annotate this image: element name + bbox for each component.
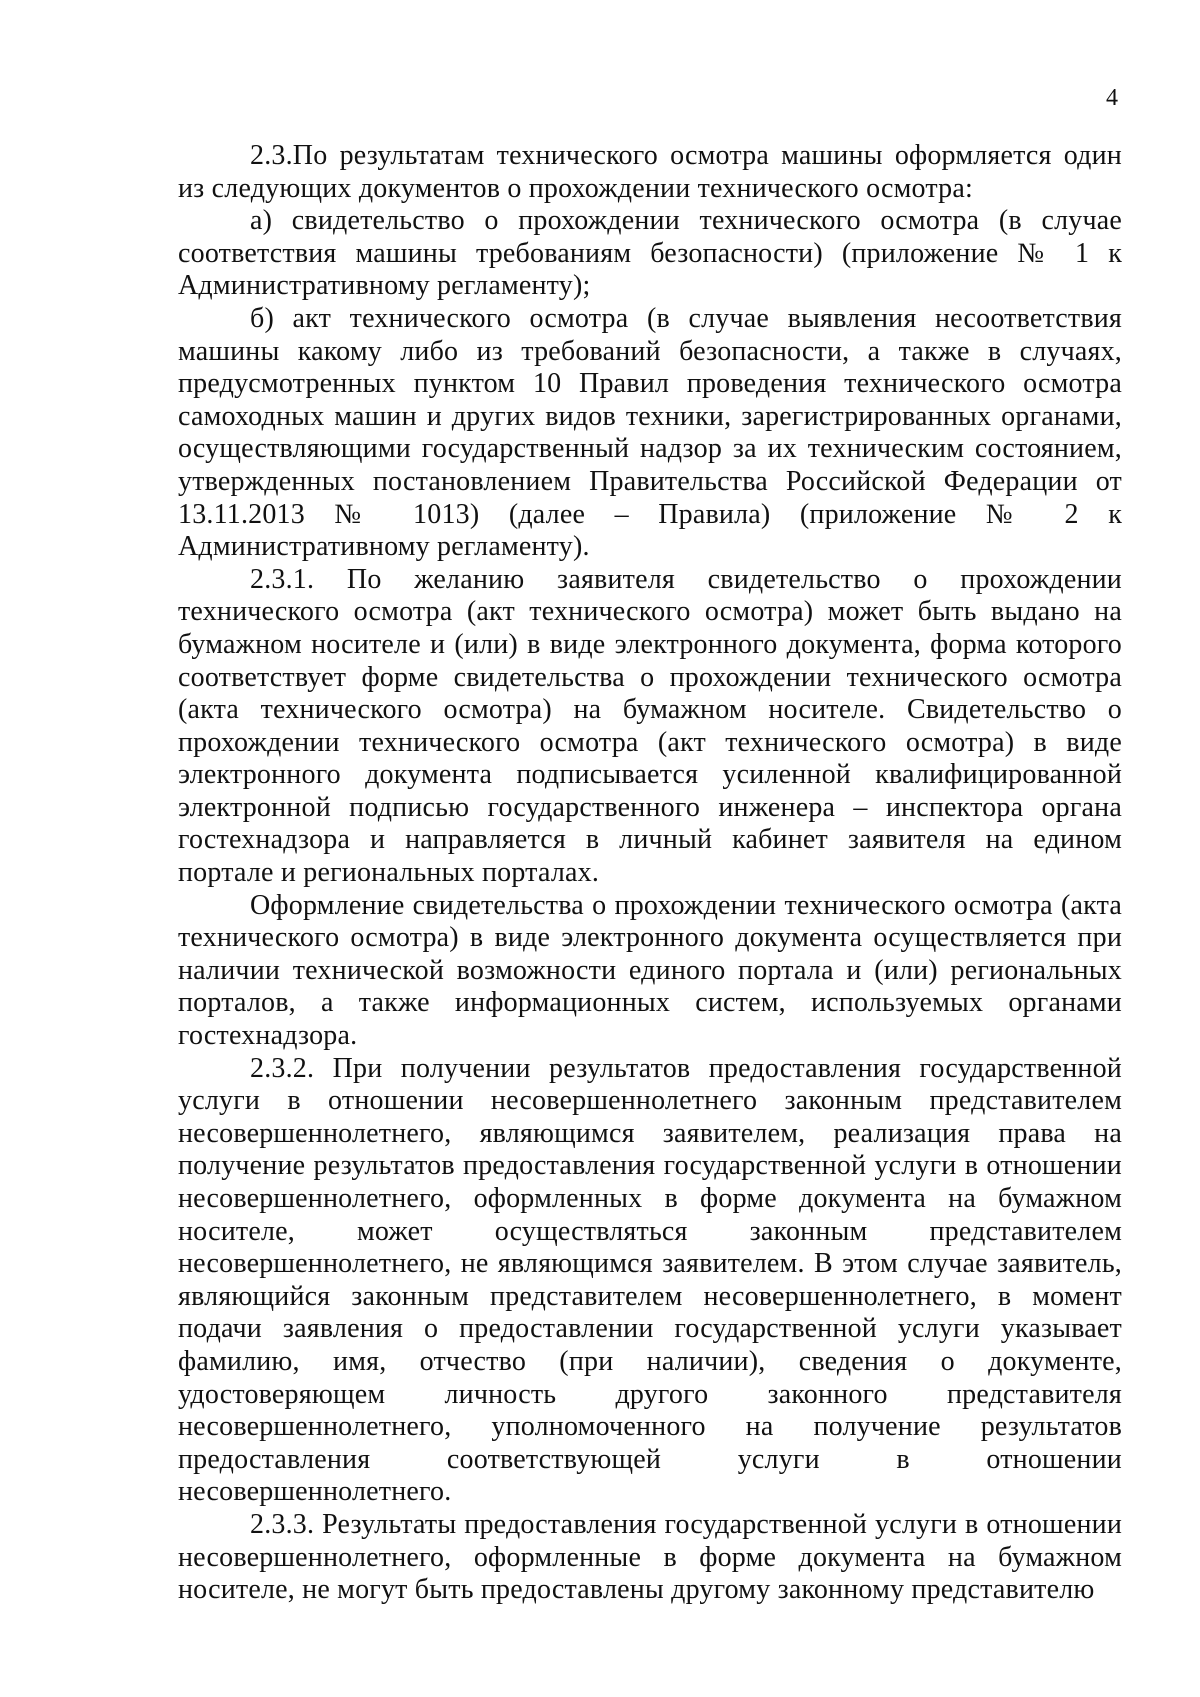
paragraph-2-3: 2.3.По результатам технического осмотра машины оформляется один из следующих документов о прохождении технического осмотра: <box>178 140 1122 204</box>
paragraph-2-3-b: б) акт технического осмотра (в случае выявления несоответствия машины какому либо из требований безопасности, а также в случаях, предусмотренных пунктом 10 Правил проведения технического осмотра самоходных машин и других видов техники, зарегистрированных органами, осуществляющими государственный надзор за их техническим состоянием, утвержденных постановлением Правительства Российской Федерации от 13.11.2013 № 1013) (далее – Правила) (приложение № 2 к Административному регламенту). <box>178 302 1122 563</box>
paragraph-2-3-a: а) свидетельство о прохождении технического осмотра (в случае соответствия машины требованиям безопасности) (приложение № 1 к Административному регламенту); <box>178 205 1122 302</box>
paragraph-2-3-1: 2.3.1. По желанию заявителя свидетельство о прохождении технического осмотра (акт технического осмотра) может быть выдано на бумажном носителе и (или) в виде электронного документа, форма которого соответствует форме свидетельства о прохождении технического осмотра (акта технического осмотра) на бумажном носителе. Свидетельство о прохождении технического осмотра (акт технического осмотра) в виде электронного документа подписывается усиленной квалифицированной электронной подписью государственного инженера – инспектора органа гостехнадзора и направляется в личный кабинет заявителя на едином портале и региональных порталах. <box>178 563 1122 889</box>
page-number: 4 <box>1106 85 1118 111</box>
paragraph-2-3-2: 2.3.2. При получении результатов предоставления государственной услуги в отношении несовершеннолетнего законным представителем несовершеннолетнего, являющимся заявителем, реализация права на получение результатов предоставления государственной услуги в отношении несовершеннолетнего, оформленных в форме документа на бумажном носителе, может осуществляться законным представителем несовершеннолетнего, не являющимся заявителем. В этом случае заявитель, являющийся законным представителем несовершеннолетнего, в момент подачи заявления о предоставлении государственной услуги указывает фамилию, имя, отчество (при наличии), сведения о документе, удостоверяющем личность другого законного представителя несовершеннолетнего, уполномоченного на получение результатов предоставления соответствующей услуги в отношении несовершеннолетнего. <box>178 1052 1122 1508</box>
paragraph-2-3-1-electronic: Оформление свидетельства о прохождении технического осмотра (акта технического осмотра) в виде электронного документа осуществляется при наличии технической возможности единого портала и (или) региональных порталов, а также информационных систем, используемых органами гостехнадзора. <box>178 889 1122 1052</box>
document-body <box>178 140 1122 1607</box>
paragraph-2-3-3: 2.3.3. Результаты предоставления государственной услуги в отношении несовершеннолетнего, оформленные в форме документа на бумажном носителе, не могут быть предоставлены другому законному представителю <box>178 1508 1122 1606</box>
